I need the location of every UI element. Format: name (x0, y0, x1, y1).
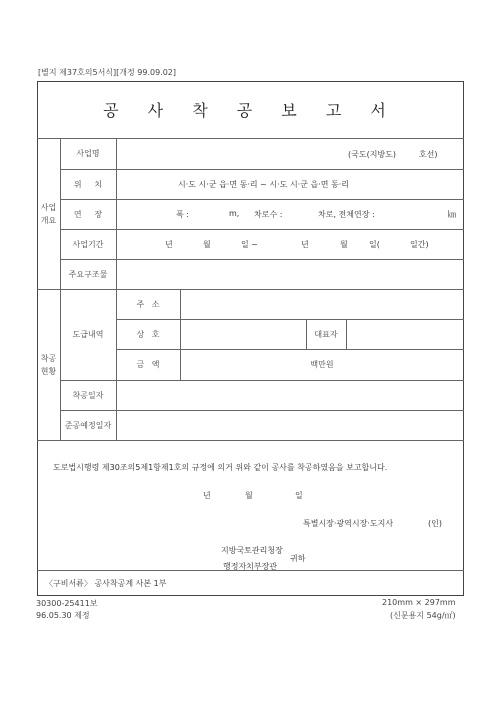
enactment-date: 96.05.30 제정 (36, 611, 90, 620)
completion-date-label: 준공예정일자 (64, 420, 112, 430)
width-unit: m, (229, 209, 240, 218)
statement-day: 일 (295, 491, 303, 500)
paper-type: (신문용지 54g/㎡) (390, 611, 456, 620)
firm-label: 상 호 (136, 329, 160, 339)
period-day-start: 일 ~ (241, 240, 258, 249)
representative-label: 대표자 (314, 329, 338, 339)
rule-row1 (60, 169, 464, 170)
recipient-regional: 지방국토관리청장 (221, 546, 283, 555)
lanes-text: 차로수 : (254, 210, 283, 219)
seal-mark: (인) (428, 519, 442, 528)
km-unit: ㎞ (448, 210, 456, 219)
period-year-end: 년 (301, 240, 309, 249)
address-label: 주 소 (136, 299, 160, 309)
period-month-end: 월 (340, 240, 348, 249)
lanes-unit: 차로, 전체연장 : (318, 210, 375, 219)
contract-label: 도급내역 (72, 330, 104, 339)
rule-rep-right (346, 319, 347, 349)
statement-year: 년 (203, 491, 211, 500)
form-code: 30300-25411보 (36, 599, 98, 608)
form-reference: [별지 제37호의5서식][개정 99.09.02] (38, 68, 177, 77)
paper-size: 210mm × 297mm (382, 598, 456, 607)
form-title: 공 사 착 공 보 고 서 (103, 101, 398, 120)
recipient-ministry: 행정자치부장관 (223, 562, 278, 571)
amount-unit: 백만원 (310, 360, 334, 369)
width-text: 폭 : (176, 210, 189, 219)
rule-row4 (60, 259, 464, 260)
rule-start-bottom (60, 410, 464, 411)
period-month-start: 월 (203, 240, 211, 249)
overview-group-label: 사업 개요 (40, 202, 57, 225)
location-text: 시·도 시·군 읍·면 동·리 ~ 시·도 시·군 읍·면 동·리 (178, 180, 350, 189)
amount-label: 금 액 (136, 360, 160, 369)
construction-group-label: 착공 현황 (40, 353, 57, 376)
period-day-end: 일( (369, 240, 380, 249)
honorific: 귀하 (290, 554, 306, 563)
statement-text: 도로법시행령 제30조의5제1항제1호의 규정에 의거 위와 같이 공사를 착공하였음을 보고합니다. (53, 463, 388, 472)
official-title: 특별시장·광역시장·도지사 (303, 519, 394, 528)
rule-contract-bottom (60, 380, 464, 381)
period-days: 일간) (410, 240, 429, 249)
rule-row2 (60, 199, 464, 200)
business-name-label: 사업명 (76, 149, 100, 158)
attachments-line: 〈구비서류〉 공사착공계 사본 1부 (45, 579, 167, 588)
period-year-start: 년 (165, 240, 173, 249)
rule-row3 (60, 229, 464, 230)
location-label: 위 치 (73, 179, 103, 189)
start-date-label: 착공일자 (72, 390, 104, 400)
statement-month: 월 (245, 491, 253, 500)
rule-table-bottom (37, 440, 464, 441)
period-label: 사업기간 (72, 239, 104, 249)
structures-label: 주요구조물 (68, 269, 108, 279)
extension-label: 연 장 (73, 209, 103, 219)
business-name-note: (국도(지방도) 호선) (348, 150, 438, 159)
